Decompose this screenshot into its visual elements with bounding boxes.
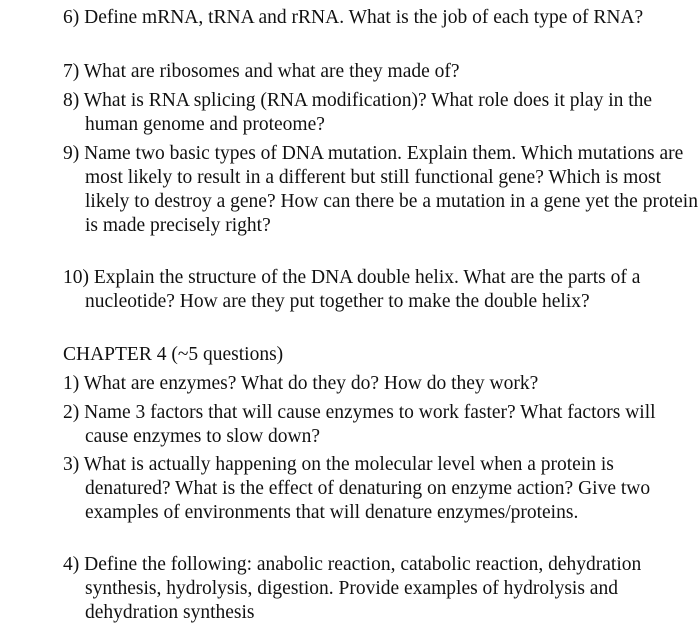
question-6: 6) Define mRNA, tRNA and rRNA. What is the job of each type of RNA? — [63, 7, 644, 28]
question-9: 9) Name two basic types of DNA mutation. Explain them. Which mutations are most likely to result in a different but still functional gene? Which is most likely to destroy a gene? How can there be a mutation in a gene yet the protein is made precisely right? — [63, 143, 698, 236]
question-10: 10) Explain the structure of the DNA double helix. What are the parts of a nucleotide? How are they put together to make the double helix? — [63, 267, 641, 312]
chapter4-question-2: 2) Name 3 factors that will cause enzymes to work faster? What factors will cause enzymes to slow down? — [63, 402, 656, 447]
chapter4-question-4: 4) Define the following: anabolic reaction, catabolic reaction, dehydration synthesis, hydrolysis, digestion. Provide examples of hydrolysis and dehydration synthesis — [63, 554, 642, 623]
question-8: 8) What is RNA splicing (RNA modification)? What role does it play in the human genome and proteome? — [63, 90, 653, 135]
question-7: 7) What are ribosomes and what are they made of? — [63, 61, 460, 82]
chapter4-question-3: 3) What is actually happening on the molecular level when a protein is denatured? What is the effect of denaturing on enzyme action? Give two examples of environments that will denature enzymes/proteins. — [63, 454, 651, 523]
chapter4-question-1: 1) What are enzymes? What do they do? How do they work? — [63, 373, 539, 394]
chapter-heading: CHAPTER 4 (~5 questions) — [63, 344, 284, 365]
